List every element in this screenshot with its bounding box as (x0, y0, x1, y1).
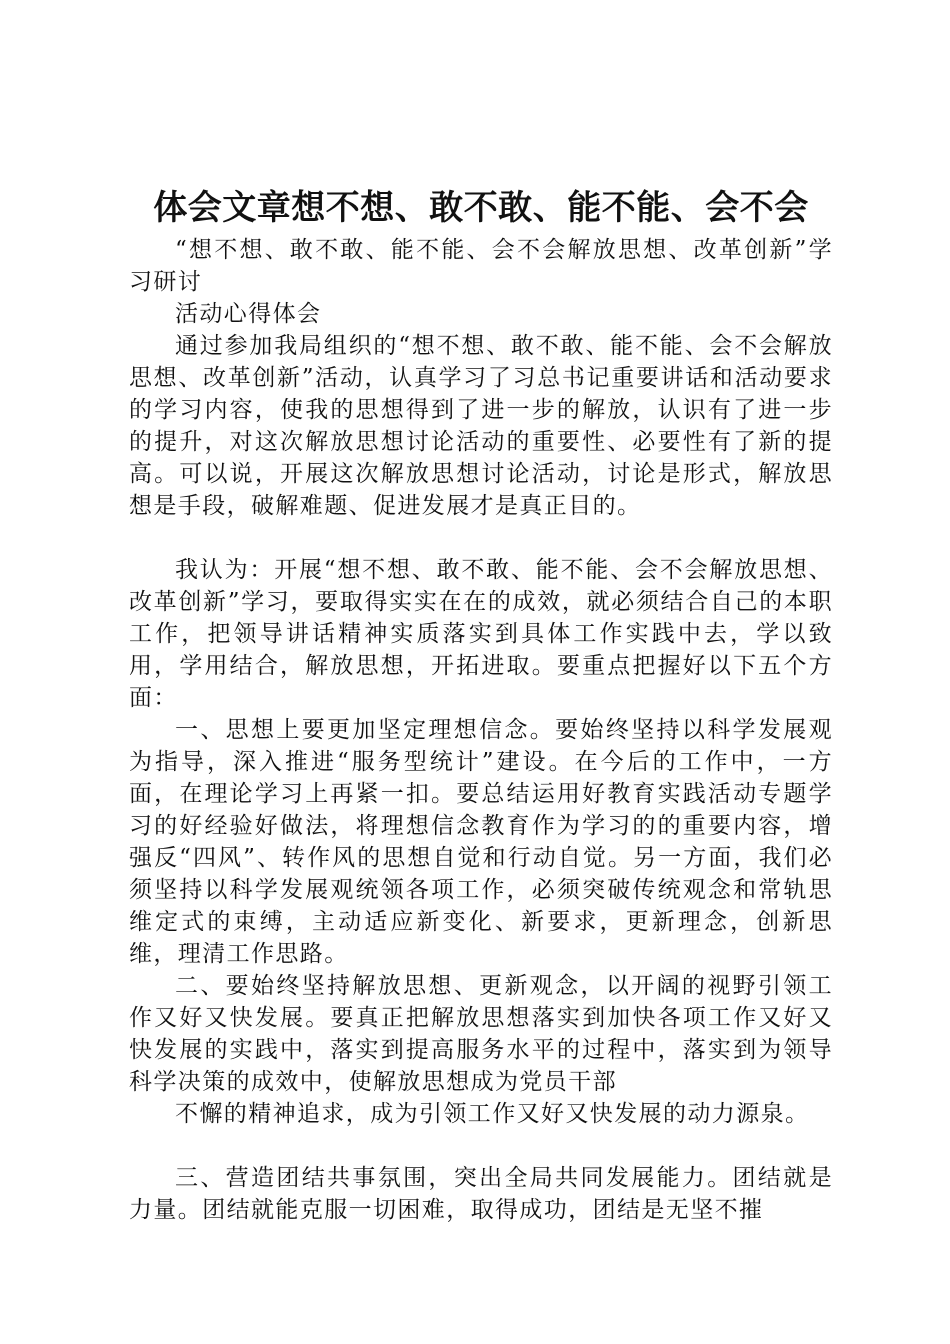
paragraph-gap (129, 1130, 833, 1162)
paragraph-point-two-cont: 不懈的精神追求，成为引领工作又好又快发展的动力源泉。 (175, 1101, 810, 1127)
paragraph-point-three: 三、营造团结共事氛围，突出全局共同发展能力。团结就是力量。团结就能克服一切困难，取得成功，团结是无坚不摧 (129, 1165, 833, 1223)
paragraph-point-one: 一、思想上要更加坚定理想信念。要始终坚持以科学发展观为指导，深入推进“服务型统计”建设。在今后的工作中，一方面，在理论学习上再紧一扣。要总结运用好教育实践活动专题学习的好经验好做法，将理想信念教育作为学习的的重要内容，增强反“四风”、转作风的思想自觉和行动自觉。另一方面，我们必须坚持以科学发展观统领各项工作，必须突破传统观念和常轨思维定式的束缚，主动适应新变化、新要求，更新理念，创新思维，理清工作思路。 (129, 717, 833, 967)
document-page (129, 186, 833, 1226)
paragraph-point-two: 二、要始终坚持解放思想、更新观念，以开阔的视野引领工作又好又快发展。要真正把解放思想落实到加快各项工作又好又快发展的实践中，落实到提高服务水平的过程中，落实到为领导科学决策的成效中，使解放思想成为党员干部 (129, 973, 833, 1095)
paragraph-intro: 通过参加我局组织的“想不想、敢不敢、能不能、会不会解放思想、改革创新”活动，认真学习了习总书记重要讲话和活动要求的学习内容，使我的思想得到了进一步的解放，认识有了进一步的提升，对这次解放思想讨论活动的重要性、必要性有了新的提高。可以说，开展这次解放思想讨论活动，讨论是形式，解放思想是手段，破解难题、促进发展才是真正目的。 (129, 333, 833, 519)
paragraph-subtitle-cont: 活动心得体会 (175, 301, 322, 327)
paragraph-subtitle: “想不想、敢不敢、能不能、会不会解放思想、改革创新”学习研讨 (129, 237, 833, 295)
paragraph-opinion: 我认为：开展“想不想、敢不敢、能不能、会不会解放思想、改革创新”学习，要取得实实在在的成效，就必须结合自己的本职工作，把领导讲话精神实质落实到具体工作实践中去，学以致用，学用结合，解放思想，开拓进取。要重点把握好以下五个方面： (129, 557, 833, 711)
document-title: 体会文章想不想、敢不敢、能不能、会不会 (153, 188, 809, 228)
paragraph-gap (129, 522, 833, 554)
